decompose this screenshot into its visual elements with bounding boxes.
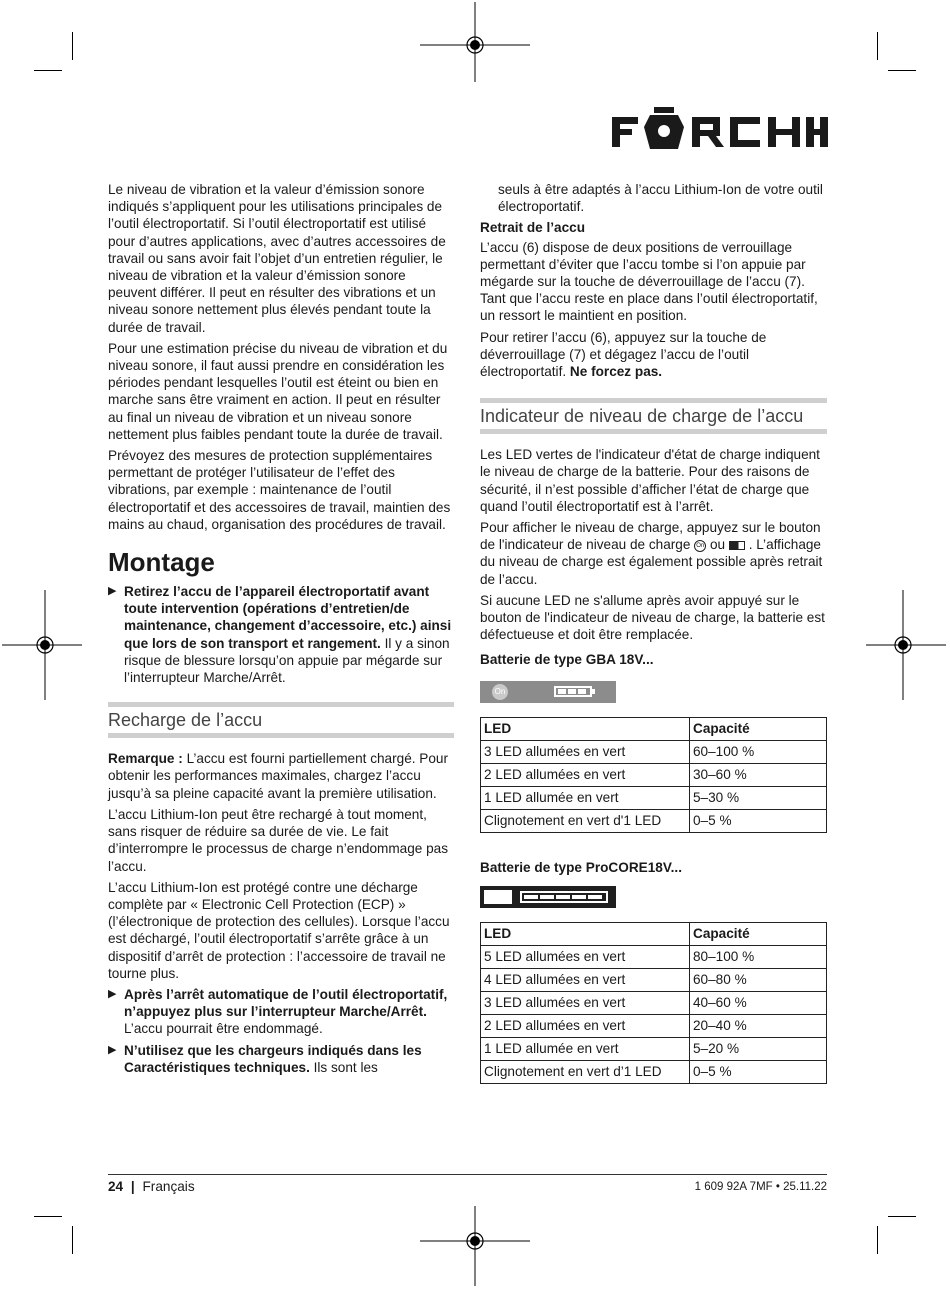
paragraph: seuls à être adaptés à l’accu Lithium-Ion de votre outil électroportatif. — [498, 182, 823, 215]
crop-mark — [877, 1226, 878, 1254]
crop-mark — [877, 32, 878, 60]
paragraph: Pour retirer l’accu (6), appuyez sur la touche de déverrouillage (7) et dégagez l’accu de l’outil électroportatif. Ne forcez pas. — [480, 329, 767, 380]
page-number: 24 — [108, 1179, 124, 1194]
paragraph: Si aucune LED ne s'allume après avoir appuyé sur le bouton de l'indicateur de niveau de charge, la batterie est défectueuse et doit être remplacée. — [480, 592, 825, 643]
left-column — [108, 181, 454, 1080]
paragraph: Pour afficher le niveau de charge, appuyez sur le bouton de l'indicateur de niveau de charge On ou . L’affichage du niveau de charge est également possible après retrait de l’accu. — [480, 520, 823, 587]
procore-heading: Batterie de type ProCORE18V... — [480, 859, 682, 875]
montage-heading: Montage — [108, 547, 215, 578]
registration-mark-icon — [866, 590, 946, 700]
paragraph: Remarque : L’accu est fourni partiellement chargé. Pour obtenir les performances maximales, chargez l’accu jusqu’à sa pleine capacité avant la première utilisation. — [108, 751, 449, 801]
list-item: ▶ Retirez l’accu de l’appareil électroportatif avant toute intervention (opérations d’entretien/de maintenance, changement d’accessoire, etc.) ainsi que lors de son transport et rangement. Il y a sinon risque de blessure lorsqu’on appuie par mégarde sur l’interrupteur Marche/Arrêt. — [108, 584, 452, 686]
crop-mark — [72, 32, 73, 60]
crop-mark — [72, 1226, 73, 1254]
table-row: 1 LED allumée en vert 5–20 % — [481, 1037, 827, 1060]
battery-button-icon — [484, 890, 512, 904]
paragraph: Prévoyez des mesures de protection supplémentaires permettant de protéger l’utilisateur de l’effet des vibrations, par exemple : maintenance de l’outil électroportatif et des accessoires de travail, maintien des mains au chaud, organisation des procédures de travail. — [108, 448, 451, 532]
retrait-heading: Retrait de l’accu — [480, 220, 586, 236]
table-row: 2 LED allumées en vert 30–60 % — [481, 763, 827, 786]
table-row: Clignotement en vert d’1 LED 0–5 % — [481, 1060, 827, 1083]
footer-left — [108, 1179, 195, 1194]
registration-mark-icon — [420, 1206, 530, 1286]
battery-led-icon — [588, 895, 602, 899]
led-table-gba — [480, 717, 827, 833]
battery-led-icon — [558, 689, 566, 694]
right-column — [480, 181, 827, 1084]
led-table-procore — [480, 922, 827, 1084]
paragraph: L’accu (6) dispose de deux positions de verrouillage permettant d’éviter que l’accu tombe si l’on appuie par mégarde sur la touche de déverrouillage de l’accu (7). Tant que l’accu reste en place dans l’outil électroportatif, un ressort le maintient en position. — [480, 239, 818, 324]
table-header-row: LED Capacité — [481, 717, 827, 740]
list-item: ▶ Après l’arrêt automatique de l’outil électroportatif, n’appuyez plus sur l’interrupteur Marche/Arrêt. L’accu pourrait être endommagé. — [108, 986, 448, 1037]
paragraph: Les LED vertes de l'indicateur d'état de charge indiquent le niveau de charge de la batterie. Pour des raisons de sécurité, il n’est possible d’afficher l’état de charge que quand l’outil électroportatif est à l’arrêt. — [480, 447, 820, 514]
indicateur-heading: Indicateur de niveau de charge de l’accu — [480, 398, 827, 434]
battery-led-icon — [578, 689, 586, 694]
registration-mark-icon — [2, 590, 82, 700]
table-header-row: LED Capacité — [481, 922, 827, 945]
on-button-icon: On — [694, 540, 706, 552]
list-item: ▶ N’utilisez que les chargeurs indiqués dans les Caractéristiques techniques. Ils sont les — [108, 1042, 422, 1075]
paragraph: Pour une estimation précise du niveau de vibration et du niveau sonore, il faut aussi prendre en considération les périodes pendant lesquelles l’outil est éteint ou bien en marche sans être vraiment en action. Il peut en résulter au final un niveau de vibration et un niveau sonore nettement plus faibles pendant toute la durée de travail. — [108, 340, 448, 442]
gba-heading: Batterie de type GBA 18V... — [480, 652, 654, 668]
footer-language: Français — [142, 1179, 195, 1194]
gba-indicator-strip — [480, 681, 616, 703]
registration-mark-icon — [420, 2, 530, 82]
table-row: 4 LED allumées en vert 60–80 % — [481, 968, 827, 991]
footer-reference: 1 609 92A 7MF • 25.11.22 — [694, 1181, 827, 1193]
table-row: Clignotement en vert d'1 LED 0–5 % — [481, 809, 827, 832]
crop-mark — [34, 1216, 62, 1217]
triangle-bullet-icon: ▶ — [108, 1043, 117, 1056]
battery-tip-icon — [592, 689, 595, 694]
crop-mark — [34, 70, 62, 71]
table-row: 1 LED allumée en vert 5–30 % — [481, 786, 827, 809]
recharge-heading: Recharge de l’accu — [108, 702, 454, 738]
crop-mark — [888, 1216, 916, 1217]
procore-indicator-strip — [480, 886, 616, 908]
triangle-bullet-icon: ▶ — [108, 585, 117, 598]
table-row: 2 LED allumées en vert 20–40 % — [481, 1014, 827, 1037]
triangle-bullet-icon: ▶ — [108, 987, 117, 1000]
battery-led-icon — [572, 895, 586, 899]
brand-logo — [612, 103, 828, 151]
crop-mark — [888, 70, 916, 71]
battery-led-icon — [568, 689, 576, 694]
paragraph: L’accu Lithium-Ion est protégé contre une décharge complète par « Electronic Cell Protection (ECP) » (l’électronique de protection des cellules). Lorsque l’accu est déchargé, l’outil électroportatif s’arrête grâce à un dispositif d’arrêt de protection : l’accessoire de travail ne tourne plus. — [108, 879, 450, 981]
table-row: 3 LED allumées en vert 40–60 % — [481, 991, 827, 1014]
on-button-icon: On — [492, 684, 508, 700]
table-row: 5 LED allumées en vert 80–100 % — [481, 945, 827, 968]
footer-rule — [108, 1174, 827, 1175]
table-row: 3 LED allumées en vert 60–100 % — [481, 740, 827, 763]
paragraph: Le niveau de vibration et la valeur d’émission sonore indiqués s’appliquent pour les utilisations principales de l’outil électroportatif. Si l’outil électroportatif est utilisé pour d’autres applications, avec d’autres accessoires de travail ou sans avoir fait l’objet d’un entretien régulier, le niveau de vibration et la valeur d’émission sonore peuvent différer. Il peut en résulter des vibrations et un niveau sonore nettement plus élevés pendant toute la durée de travail. — [108, 182, 446, 335]
battery-led-icon — [556, 895, 570, 899]
battery-led-icon — [540, 895, 554, 899]
paragraph: L’accu Lithium-Ion peut être rechargé à tout moment, sans risquer de réduire sa durée de vie. Le fait d’interrompre le processus de charge n’endommage pas l’accu. — [108, 806, 449, 874]
battery-led-icon — [524, 895, 538, 899]
footer-separator: | — [130, 1179, 135, 1194]
battery-gauge-icon — [729, 541, 745, 550]
